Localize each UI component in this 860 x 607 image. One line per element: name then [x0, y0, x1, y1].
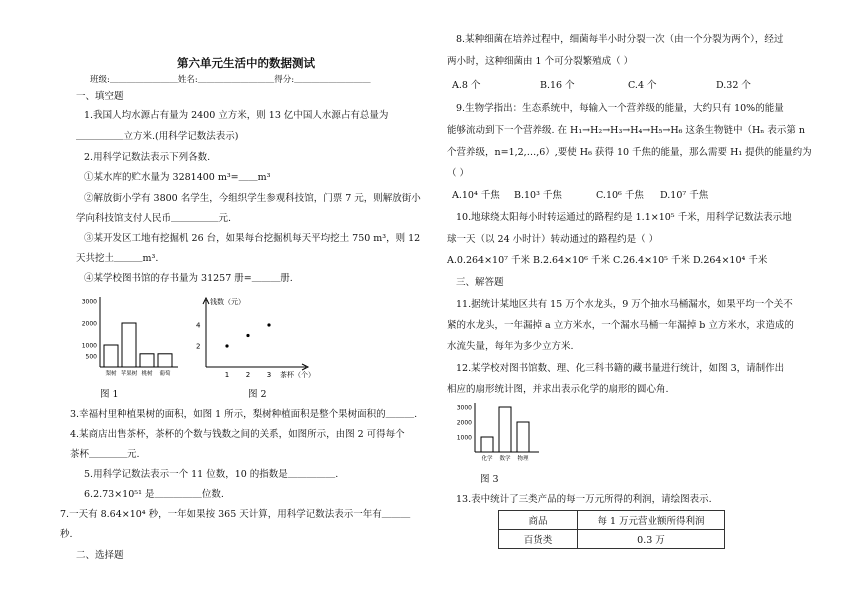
- q8-option-b: B.16 个: [540, 80, 575, 91]
- bar: [158, 354, 172, 367]
- q9-option-a: A.10⁴ 千焦: [452, 190, 500, 201]
- data-point: [225, 344, 228, 347]
- q12-line1: 12.某学校对图书馆数、理、化三科书籍的藏书量进行统计，如图 3，请制作出: [456, 363, 785, 374]
- figure-2-caption: 图 2: [248, 389, 267, 400]
- q12-line2: 相应的扇形统计图，并求出表示化学的扇形的圆心角.: [447, 384, 669, 395]
- x-tick-label: 物理: [517, 456, 529, 462]
- x-tick-label: 苹果树: [120, 371, 138, 377]
- table-header-cell: 商品: [499, 511, 578, 530]
- q3: 3.幸福村里种植果树的面积，如图 1 所示，梨树种植面积是整个果树面积的＿＿＿.: [70, 409, 418, 420]
- q10-line1: 10.地球绕太阳每小时转运通过的路程约是 1.1×10⁵ 千米，用科学记数法表示地: [456, 212, 792, 223]
- section-answer: 三、解答题: [456, 277, 504, 288]
- bar: [517, 422, 529, 452]
- q11-line2: 紧的水龙头，一年漏掉 a 立方米水，一个漏水马桶一年漏掉 b 立方米水，求造成的: [447, 320, 794, 331]
- y-tick-label: 2: [196, 342, 201, 351]
- q9-option-d: D.10⁷ 千焦: [660, 190, 709, 201]
- x-tick-label: 2: [245, 371, 251, 379]
- y-tick-label: 1000: [81, 342, 97, 350]
- figure-3-bar-chart: [437, 402, 547, 464]
- bar: [499, 407, 511, 452]
- figure-1-caption: 图 1: [100, 389, 119, 400]
- y-tick-label: 3000: [81, 298, 97, 306]
- q2-3-line1: ③某开发区工地有挖掘机 26 台，如果每台挖掘机每天平均挖土 750 m³，则 12: [84, 233, 421, 244]
- q4-line2: 茶杯＿＿＿＿元.: [70, 449, 140, 460]
- section-choice: 二、选择题: [76, 550, 124, 561]
- y-tick-label: 3000: [456, 404, 472, 412]
- table-header-row: [499, 511, 725, 530]
- y-tick-label: 2000: [81, 320, 97, 328]
- q2-1: ①某水库的贮水量为 3281400 m³=＿＿m³: [84, 172, 271, 183]
- table-header-cell: 每 1 万元营业额所得利润: [578, 511, 725, 530]
- q7-line2: 秒.: [60, 529, 73, 540]
- q2-2-line2: 学向科技馆支付人民币＿＿＿＿＿元.: [76, 213, 232, 224]
- x-tick-label: 葡萄: [159, 371, 171, 377]
- header-fields: 班级:＿＿＿＿＿＿＿＿姓名:＿＿＿＿＿＿＿＿＿得分:＿＿＿＿＿＿＿＿＿: [90, 75, 371, 85]
- q2-4: ④某学校图书馆的存书量为 31257 册=＿＿＿册.: [84, 273, 293, 284]
- q5: 5.用科学记数法表示一个 11 位数，10 的指数是＿＿＿＿＿.: [84, 469, 339, 480]
- y-axis-label: 钱数（元）: [210, 298, 245, 306]
- x-axis-label: 茶杯（个）: [280, 371, 315, 379]
- q6: 6.2.73×10⁵¹ 是＿＿＿＿＿位数.: [84, 489, 224, 500]
- x-tick-label: 1: [224, 371, 230, 379]
- table-cell: 百货类: [499, 530, 578, 549]
- bar: [481, 437, 493, 452]
- bar: [104, 345, 118, 367]
- data-point: [267, 323, 270, 326]
- q8-line2: 两小时，这种细菌由 1 个可分裂繁殖成（ ）: [447, 56, 634, 67]
- y-tick-label: 4: [196, 321, 201, 330]
- q8-option-a: A.8 个: [452, 80, 481, 91]
- y-tick-label: 2000: [456, 419, 472, 427]
- figure-3-caption: 图 3: [480, 474, 499, 485]
- q8-option-d: D.32 个: [716, 80, 751, 91]
- table-row: [499, 530, 725, 549]
- section-fill-blank: 一、填空题: [76, 91, 124, 102]
- x-tick-label: 3: [266, 371, 272, 379]
- x-tick-label: 桃树: [141, 371, 153, 377]
- y-tick-label: 500: [85, 353, 97, 361]
- y-tick-label: 1000: [456, 434, 472, 442]
- q9-line4: （ ）: [447, 168, 470, 179]
- q7-line1: 7.一天有 8.64×10⁴ 秒，一年如果按 365 天计算，用科学记数法表示一年有＿＿＿: [60, 509, 411, 520]
- page-title: 第六单元生活中的数据测试: [177, 56, 315, 70]
- data-point: [246, 334, 249, 337]
- q1-line2: ＿＿＿＿＿立方米.(用科学记数法表示): [76, 131, 239, 142]
- q10-options: A.0.264×10⁷ 千米 B.2.64×10⁶ 千米 C.26.4×10⁵ 千米 D.264×10⁴ 千米: [447, 255, 768, 266]
- profit-table: [498, 510, 725, 549]
- q2-3-line2: 天共挖土＿＿＿m³.: [76, 253, 159, 264]
- q4-line1: 4.某商店出售茶杯，茶杯的个数与钱数之间的关系，如图所示，由图 2 可得每个: [70, 429, 405, 440]
- x-tick-label: 数学: [499, 456, 511, 462]
- figure-1-bar-chart: [70, 292, 180, 377]
- q9-line1: 9.生物学指出：生态系统中，每输入一个营养级的能量，大约只有 10%的能量: [456, 103, 784, 114]
- q1-line1: 1.我国人均水源占有量为 2400 立方米，则 13 亿中国人水源占有总量为: [84, 110, 389, 121]
- x-tick-label: 梨树: [105, 371, 117, 377]
- q11-line1: 11.据统计某地区共有 15 万个水龙头，9 万个抽水马桶漏水，如果平均一个关不: [456, 299, 793, 310]
- q10-line2: 球一天（以 24 小时计）转动通过的路程约是（ ）: [447, 234, 659, 245]
- q9-line2: 能够流动到下一个营养级. 在 H₁→H₂→H₃→H₄→H₅→H₆ 这条生物链中（Hₙ 表示第 n: [447, 125, 805, 136]
- bar: [122, 323, 136, 367]
- q13: 13.表中统计了三类产品的每一万元所得的利润，请绘图表示.: [456, 494, 712, 505]
- q9-option-c: C.10⁶ 千焦: [596, 190, 644, 201]
- q11-line3: 水流失量，每年为多少立方米.: [447, 341, 574, 352]
- q8-option-c: C.4 个: [628, 80, 657, 91]
- q9-option-b: B.10³ 千焦: [514, 190, 562, 201]
- figure-2-scatter-chart: [188, 292, 328, 382]
- x-tick-label: 化学: [481, 456, 493, 462]
- q2: 2.用科学记数法表示下列各数.: [84, 152, 211, 163]
- q8-line1: 8.某种细菌在培养过程中，细菌每半小时分裂一次（由一个分裂为两个），经过: [456, 34, 784, 45]
- table-cell: 0.3 万: [578, 530, 725, 549]
- q9-line3: 个营养级，n=1,2,…,6）,要使 H₆ 获得 10 千焦的能量，那么需要 H₁ 提供的能量约为: [447, 147, 812, 158]
- q2-2-line1: ②解放街小学有 3800 名学生，今组织学生参观科技馆，门票 7 元，则解放街小: [84, 193, 421, 204]
- bar: [140, 354, 154, 367]
